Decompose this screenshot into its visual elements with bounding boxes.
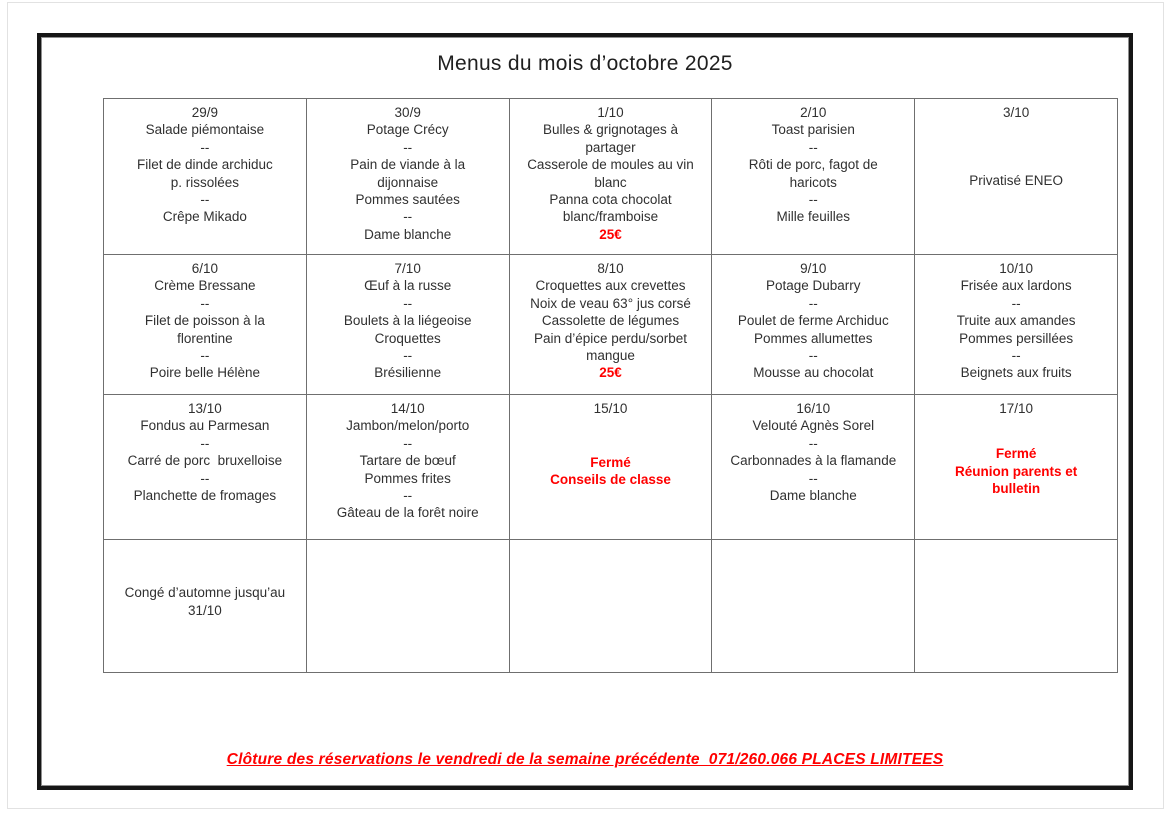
menu-line: Frisée aux lardons	[960, 278, 1072, 294]
menu-line: Salade piémontaise	[145, 122, 265, 138]
menu-line: --	[200, 435, 210, 451]
menu-line: Toast parisien	[771, 122, 855, 138]
menu-line: Croquettes	[374, 330, 441, 346]
menu-line: blanc/framboise	[562, 209, 659, 225]
day-date: 29/9	[191, 105, 219, 120]
menu-line: mangue	[586, 348, 635, 364]
menu-day-cell	[712, 255, 915, 395]
menu-line: Pain de viande à la	[350, 157, 466, 173]
menu-week-row	[104, 395, 1118, 540]
page-title: Menus du mois d’octobre 2025	[437, 52, 733, 75]
menu-line-highlight: 25€	[599, 365, 622, 381]
menu-line: --	[808, 435, 818, 451]
menu-line-highlight: Réunion parents et	[954, 463, 1078, 479]
day-menu	[712, 121, 914, 225]
menu-line: dijonnaise	[377, 174, 439, 190]
day-menu	[104, 417, 306, 504]
menu-day-cell	[306, 540, 509, 673]
menu-day-cell	[712, 395, 915, 540]
day-menu	[915, 417, 1117, 539]
day-menu	[712, 277, 914, 381]
menu-day-cell	[104, 99, 307, 255]
menu-week-row	[104, 540, 1118, 673]
reservation-notice: Clôture des réservations le vendredi de la semaine précédente 071/260.066 PLACES LIMITEES	[226, 751, 944, 768]
day-menu	[104, 545, 306, 672]
menu-line: --	[808, 192, 818, 208]
menu-line: Potage Crécy	[366, 122, 449, 138]
menu-line: --	[200, 470, 210, 486]
menu-line: Pommes frites	[364, 470, 451, 486]
menu-line: Panna cota chocolat	[549, 192, 672, 208]
menu-line: Fondus au Parmesan	[140, 418, 270, 434]
day-date: 7/10	[394, 261, 421, 276]
day-menu	[104, 277, 306, 381]
menu-line: Pain d’épice perdu/sorbet	[533, 330, 688, 346]
menu-line: partager	[585, 139, 636, 155]
menu-line: Poire belle Hélène	[149, 365, 261, 381]
menu-day-cell	[509, 395, 712, 540]
menu-line: Gâteau de la forêt noire	[336, 505, 479, 521]
day-menu	[510, 277, 712, 381]
menu-line: --	[1011, 295, 1021, 311]
menu-calendar-table	[103, 98, 1118, 673]
menu-line: --	[200, 192, 210, 208]
menu-line: Filet de poisson à la	[144, 313, 265, 329]
menu-line: --	[403, 209, 413, 225]
menu-line: Crème Bressane	[154, 278, 256, 294]
menu-line: Carré de porc bruxelloise	[127, 453, 283, 469]
menu-line: Truite aux amandes	[956, 313, 1076, 329]
menu-day-cell	[712, 99, 915, 255]
day-menu	[915, 121, 1117, 254]
day-date: 8/10	[597, 261, 624, 276]
menu-day-cell	[509, 255, 712, 395]
menu-line: Brésilienne	[374, 365, 442, 381]
menu-line: --	[403, 435, 413, 451]
menu-line-highlight: Fermé	[995, 446, 1037, 462]
day-date: 13/10	[188, 401, 222, 416]
menu-line: Pommes allumettes	[754, 330, 873, 346]
menu-line: --	[403, 295, 413, 311]
menu-line: Mille feuilles	[776, 209, 851, 225]
menu-line: Dame blanche	[364, 226, 452, 242]
menu-line: --	[403, 348, 413, 364]
menu-line: Mousse au chocolat	[753, 365, 874, 381]
menu-line: Poulet de ferme Archiduc	[737, 313, 889, 329]
day-date: 1/10	[597, 105, 624, 120]
menu-line: Jambon/melon/porto	[346, 418, 470, 434]
menu-line: --	[200, 348, 210, 364]
menu-line: Croquettes aux crevettes	[535, 278, 686, 294]
menu-line: Bulles & grignotages à	[542, 122, 679, 138]
day-date: 9/10	[800, 261, 827, 276]
day-date: 3/10	[1002, 105, 1030, 120]
menu-day-cell	[306, 395, 509, 540]
menu-line: Dame blanche	[769, 488, 857, 504]
day-date: 2/10	[800, 105, 827, 120]
menu-line: Pommes sautées	[355, 192, 460, 208]
menu-day-cell	[306, 255, 509, 395]
menu-day-cell	[915, 540, 1118, 673]
menu-line: 31/10	[188, 602, 222, 618]
day-date: 17/10	[999, 401, 1033, 416]
menu-table-body	[104, 99, 1118, 673]
menu-line: --	[1011, 348, 1021, 364]
day-date: 16/10	[796, 401, 831, 416]
menu-line: Noix de veau 63° jus corsé	[530, 295, 691, 311]
menu-line: Tartare de bœuf	[359, 453, 456, 469]
menu-line: --	[403, 488, 413, 504]
menu-line: Filet de dinde archiduc	[136, 157, 273, 173]
menu-line: Rôti de porc, fagot de	[748, 157, 878, 173]
menu-day-cell	[104, 255, 307, 395]
day-date: 6/10	[191, 261, 219, 276]
day-menu	[307, 417, 509, 521]
menu-day-cell	[712, 540, 915, 673]
menu-line: florentine	[177, 330, 233, 346]
menu-line: Œuf à la russe	[364, 278, 452, 294]
menu-line: Casserole de moules au vin	[527, 157, 694, 173]
menu-line-highlight: Conseils de classe	[550, 472, 671, 488]
menu-line: Planchette de fromages	[133, 488, 277, 504]
day-menu	[104, 121, 306, 225]
menu-day-cell	[509, 99, 712, 255]
menu-line: Congé d’automne jusqu’au	[124, 585, 286, 601]
day-menu	[307, 121, 509, 243]
menu-week-row	[104, 255, 1118, 395]
document-frame	[37, 33, 1133, 790]
menu-line: Cassolette de légumes	[541, 313, 680, 329]
menu-line: blanc	[594, 174, 627, 190]
menu-line: Velouté Agnès Sorel	[752, 418, 875, 434]
menu-line: --	[808, 295, 818, 311]
day-menu	[510, 121, 712, 243]
menu-line: Crêpe Mikado	[162, 209, 247, 225]
day-date: 10/10	[999, 261, 1033, 276]
menu-line: --	[200, 295, 210, 311]
menu-week-row	[104, 99, 1118, 255]
day-date: 14/10	[390, 401, 425, 416]
day-date: 30/9	[394, 105, 421, 120]
menu-line-highlight: Fermé	[590, 454, 631, 470]
menu-line: Beignets aux fruits	[960, 365, 1072, 381]
menu-line: Pommes persillées	[959, 330, 1074, 346]
menu-day-cell	[915, 255, 1118, 395]
day-menu	[712, 417, 914, 504]
menu-line: p. rissolées	[170, 174, 240, 190]
menu-line: --	[808, 139, 818, 155]
menu-day-cell	[104, 540, 307, 673]
menu-line-highlight: 25€	[599, 226, 622, 242]
menu-line: --	[808, 348, 818, 364]
day-menu	[510, 417, 712, 539]
menu-day-cell	[915, 395, 1118, 540]
day-menu	[915, 277, 1117, 381]
menu-line: Potage Dubarry	[766, 278, 861, 294]
menu-line: haricots	[789, 174, 837, 190]
menu-line: --	[808, 470, 818, 486]
menu-day-cell	[306, 99, 509, 255]
menu-line: --	[200, 139, 210, 155]
day-date: 15/10	[593, 401, 628, 416]
menu-line: Boulets à la liégeoise	[343, 313, 472, 329]
menu-day-cell	[104, 395, 307, 540]
menu-day-cell	[509, 540, 712, 673]
menu-day-cell	[915, 99, 1118, 255]
menu-line: Privatisé ENEO	[969, 173, 1063, 188]
menu-line: Carbonnades à la flamande	[730, 453, 897, 469]
day-menu	[307, 277, 509, 381]
menu-line-highlight: bulletin	[992, 480, 1041, 496]
menu-line: --	[403, 139, 413, 155]
